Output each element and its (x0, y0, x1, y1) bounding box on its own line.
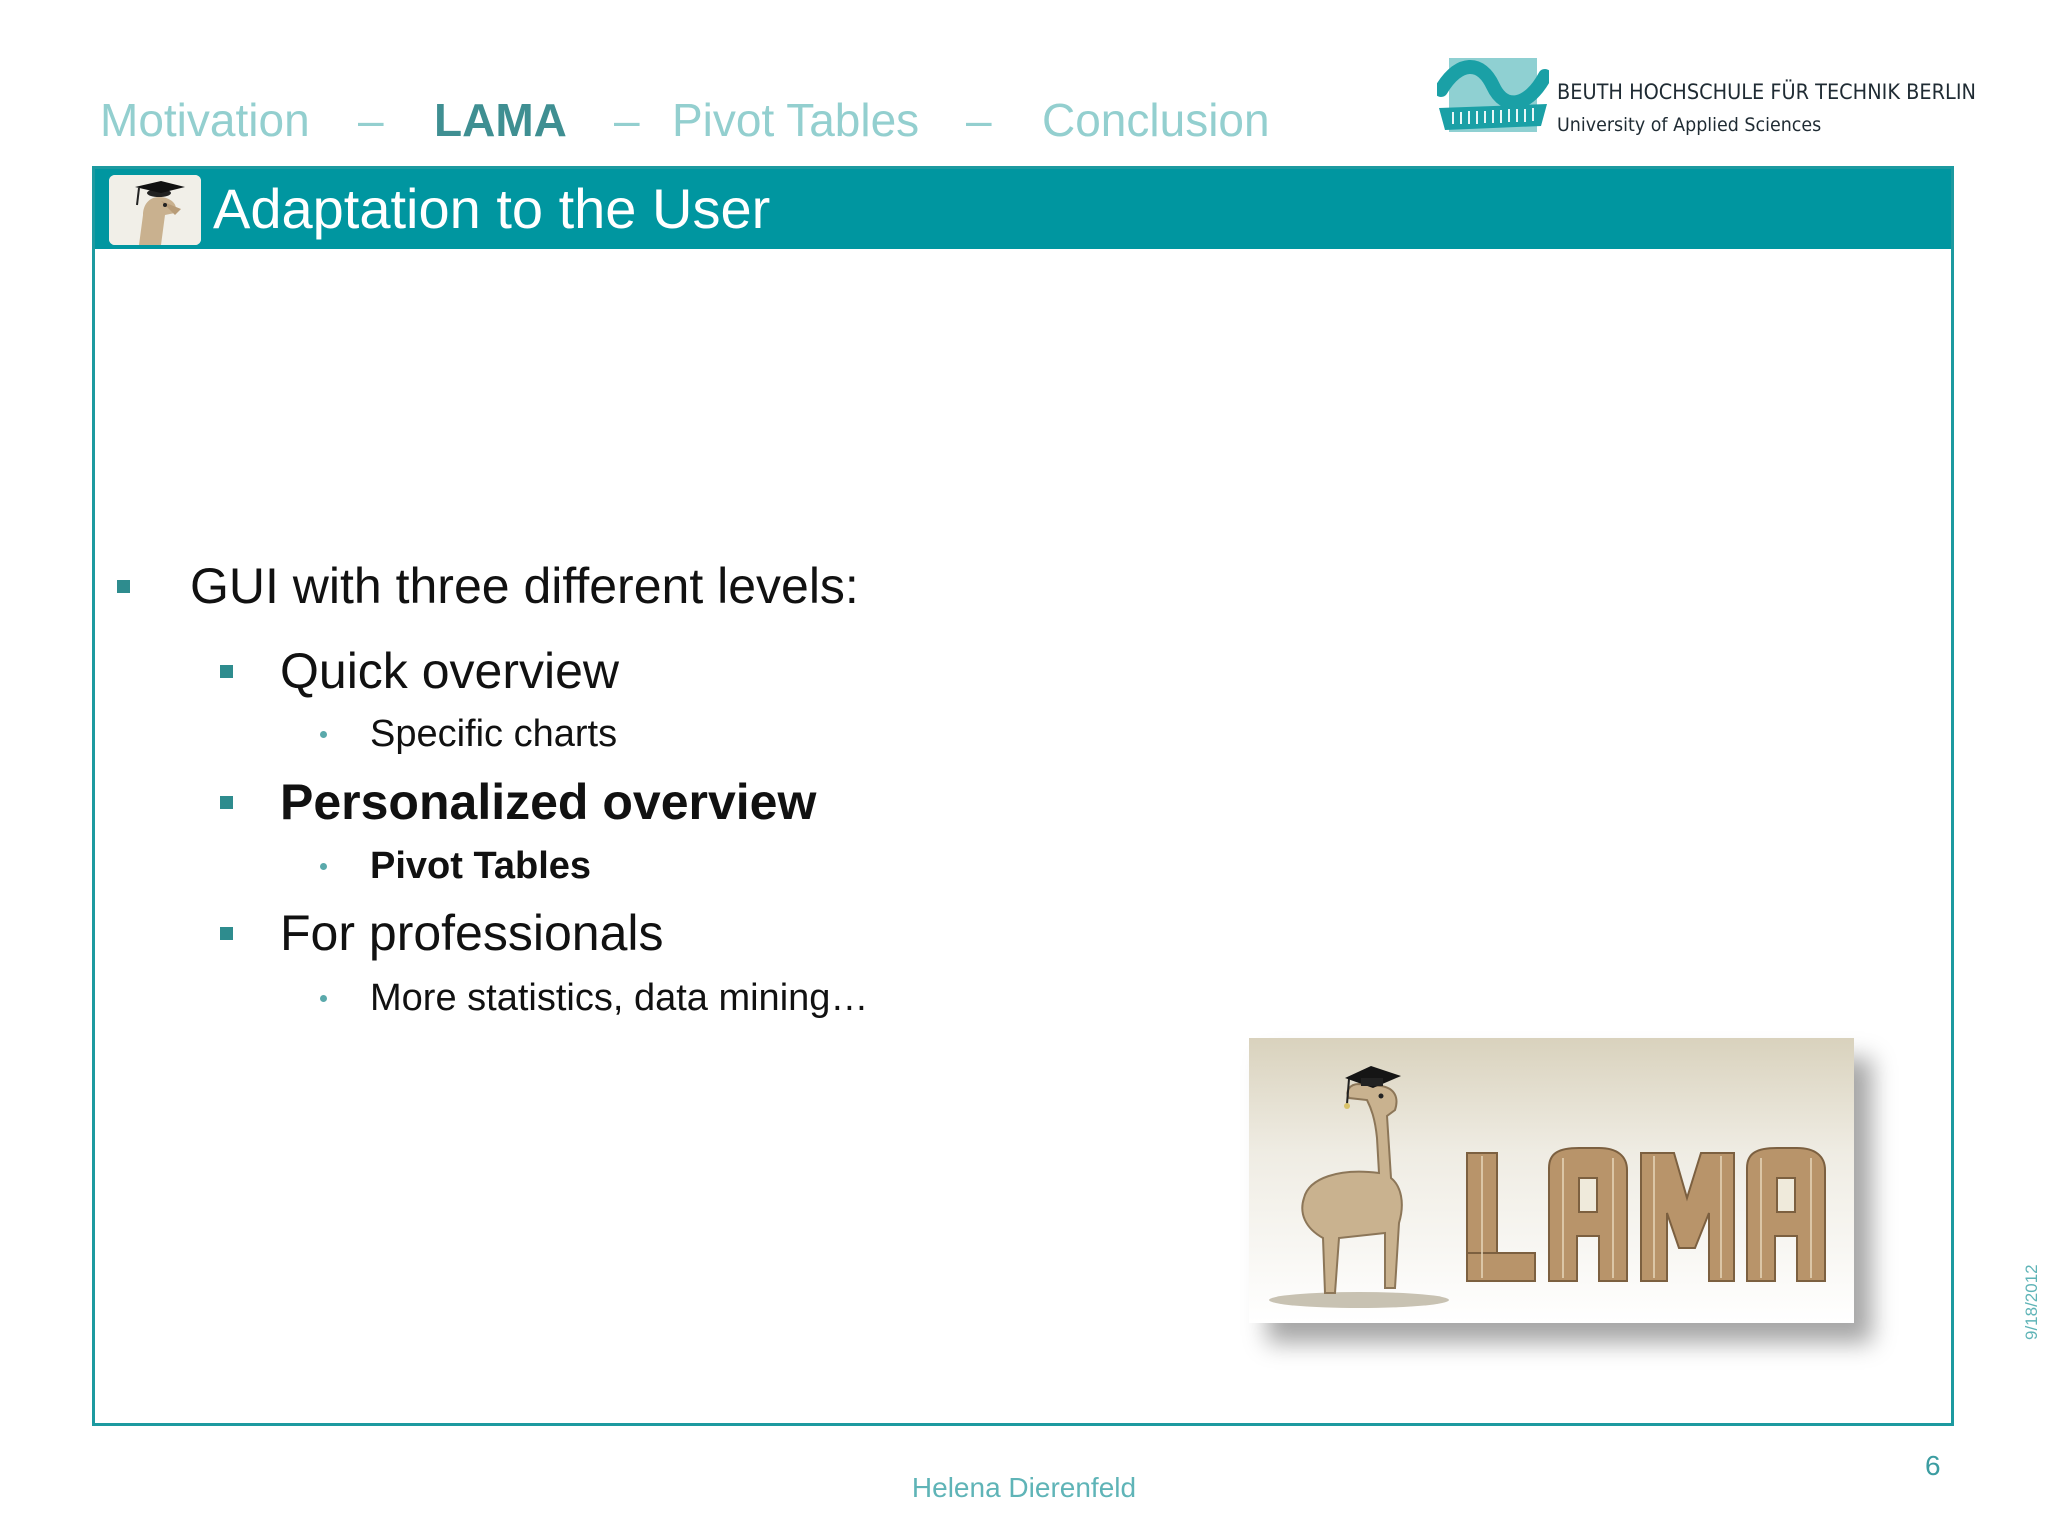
nav-item-conclusion[interactable]: Conclusion (1042, 94, 1270, 146)
dot-bullet-icon (320, 731, 327, 738)
logo-university-subtitle: University of Applied Sciences (1557, 114, 1822, 136)
nav-separator: – (966, 94, 992, 146)
slide-title-bar (95, 169, 1951, 249)
page-number: 6 (1925, 1450, 1941, 1481)
square-bullet-icon (220, 927, 233, 940)
bullet-item: Pivot Tables (370, 845, 592, 887)
slide-date: 9/18/2012 (2022, 1264, 2041, 1340)
bullet-item: Specific charts (370, 713, 618, 755)
square-bullet-icon (220, 665, 233, 678)
lama-logo-with-llama-image (1249, 1038, 1854, 1323)
bullet-item: More statistics, data mining… (370, 977, 869, 1019)
dot-bullet-icon (320, 863, 327, 870)
nav-item-pivot-tables[interactable]: Pivot Tables (672, 94, 920, 146)
university-logo (1437, 56, 1976, 146)
nav-item-lama[interactable]: LAMA (434, 94, 567, 146)
beuth-wave-logo-icon (1437, 56, 1549, 142)
lama-wordmark-graphic (1467, 1148, 1825, 1281)
nav-separator: – (358, 94, 384, 146)
slide-title: Adaptation to the User (213, 177, 771, 240)
square-bullet-icon (220, 796, 233, 809)
nav-item-motivation[interactable]: Motivation (100, 94, 310, 146)
nav-separator: – (614, 94, 640, 146)
square-bullet-icon (117, 580, 130, 593)
bullet-item: GUI with three different levels: (190, 558, 859, 614)
footer-author: Helena Dierenfeld (911, 1472, 1137, 1503)
logo-university-name: BEUTH HOCHSCHULE FÜR TECHNIK BERLIN (1557, 80, 1976, 104)
bullet-item: Quick overview (280, 643, 619, 699)
graduate-llama-icon (109, 175, 201, 245)
bullet-item: Personalized overview (280, 774, 817, 830)
dot-bullet-icon (320, 995, 327, 1002)
bullet-item: For professionals (280, 905, 664, 961)
